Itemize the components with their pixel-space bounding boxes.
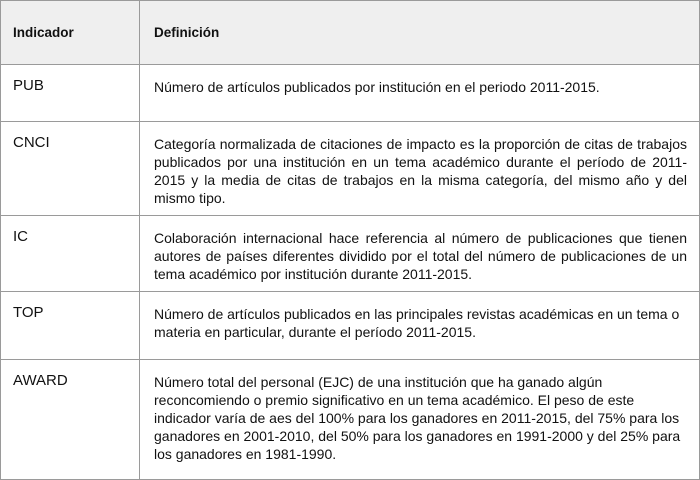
table-row	[1, 292, 700, 360]
header-indicator: Indicador	[1, 1, 140, 65]
definition-cell: Número total del personal (EJC) de una institución que ha ganado algún reconcomiendo o premio significativo en un tema académico. El peso de este indicador varía de aes del 100% para los ganadores en 2011-2015, del 75% para los ganadores en 2001-2010, del 50% para los ganadores en 1991-2000 y del 25% para los ganadores en 1981-1990.	[140, 360, 700, 480]
table-row	[1, 65, 700, 122]
indicator-cell: CNCI	[1, 122, 140, 216]
table-header-row	[1, 1, 700, 65]
indicator-cell: PUB	[1, 65, 140, 122]
definition-cell: Número de artículos publicados en las principales revistas académicas en un tema o materia en particular, durante el período 2011-2015.	[140, 292, 700, 360]
definition-cell: Categoría normalizada de citaciones de impacto es la proporción de citas de trabajos publicados por una institución en un tema académico durante el período de 2011-2015 y la media de citas de trabajos en la misma categoría, del mismo año y del mismo tipo.	[140, 122, 700, 216]
definition-cell: Colaboración internacional hace referencia al número de publicaciones que tienen autores de países diferentes dividido por el total del número de publicaciones de un tema académico por institución durante 2011-2015.	[140, 216, 700, 292]
indicator-cell: TOP	[1, 292, 140, 360]
table-row	[1, 216, 700, 292]
indicator-cell: AWARD	[1, 360, 140, 480]
definition-cell: Número de artículos publicados por institución en el periodo 2011-2015.	[140, 65, 700, 122]
header-definition: Definición	[140, 1, 700, 65]
indicator-cell: IC	[1, 216, 140, 292]
table-row	[1, 122, 700, 216]
table-row	[1, 360, 700, 480]
